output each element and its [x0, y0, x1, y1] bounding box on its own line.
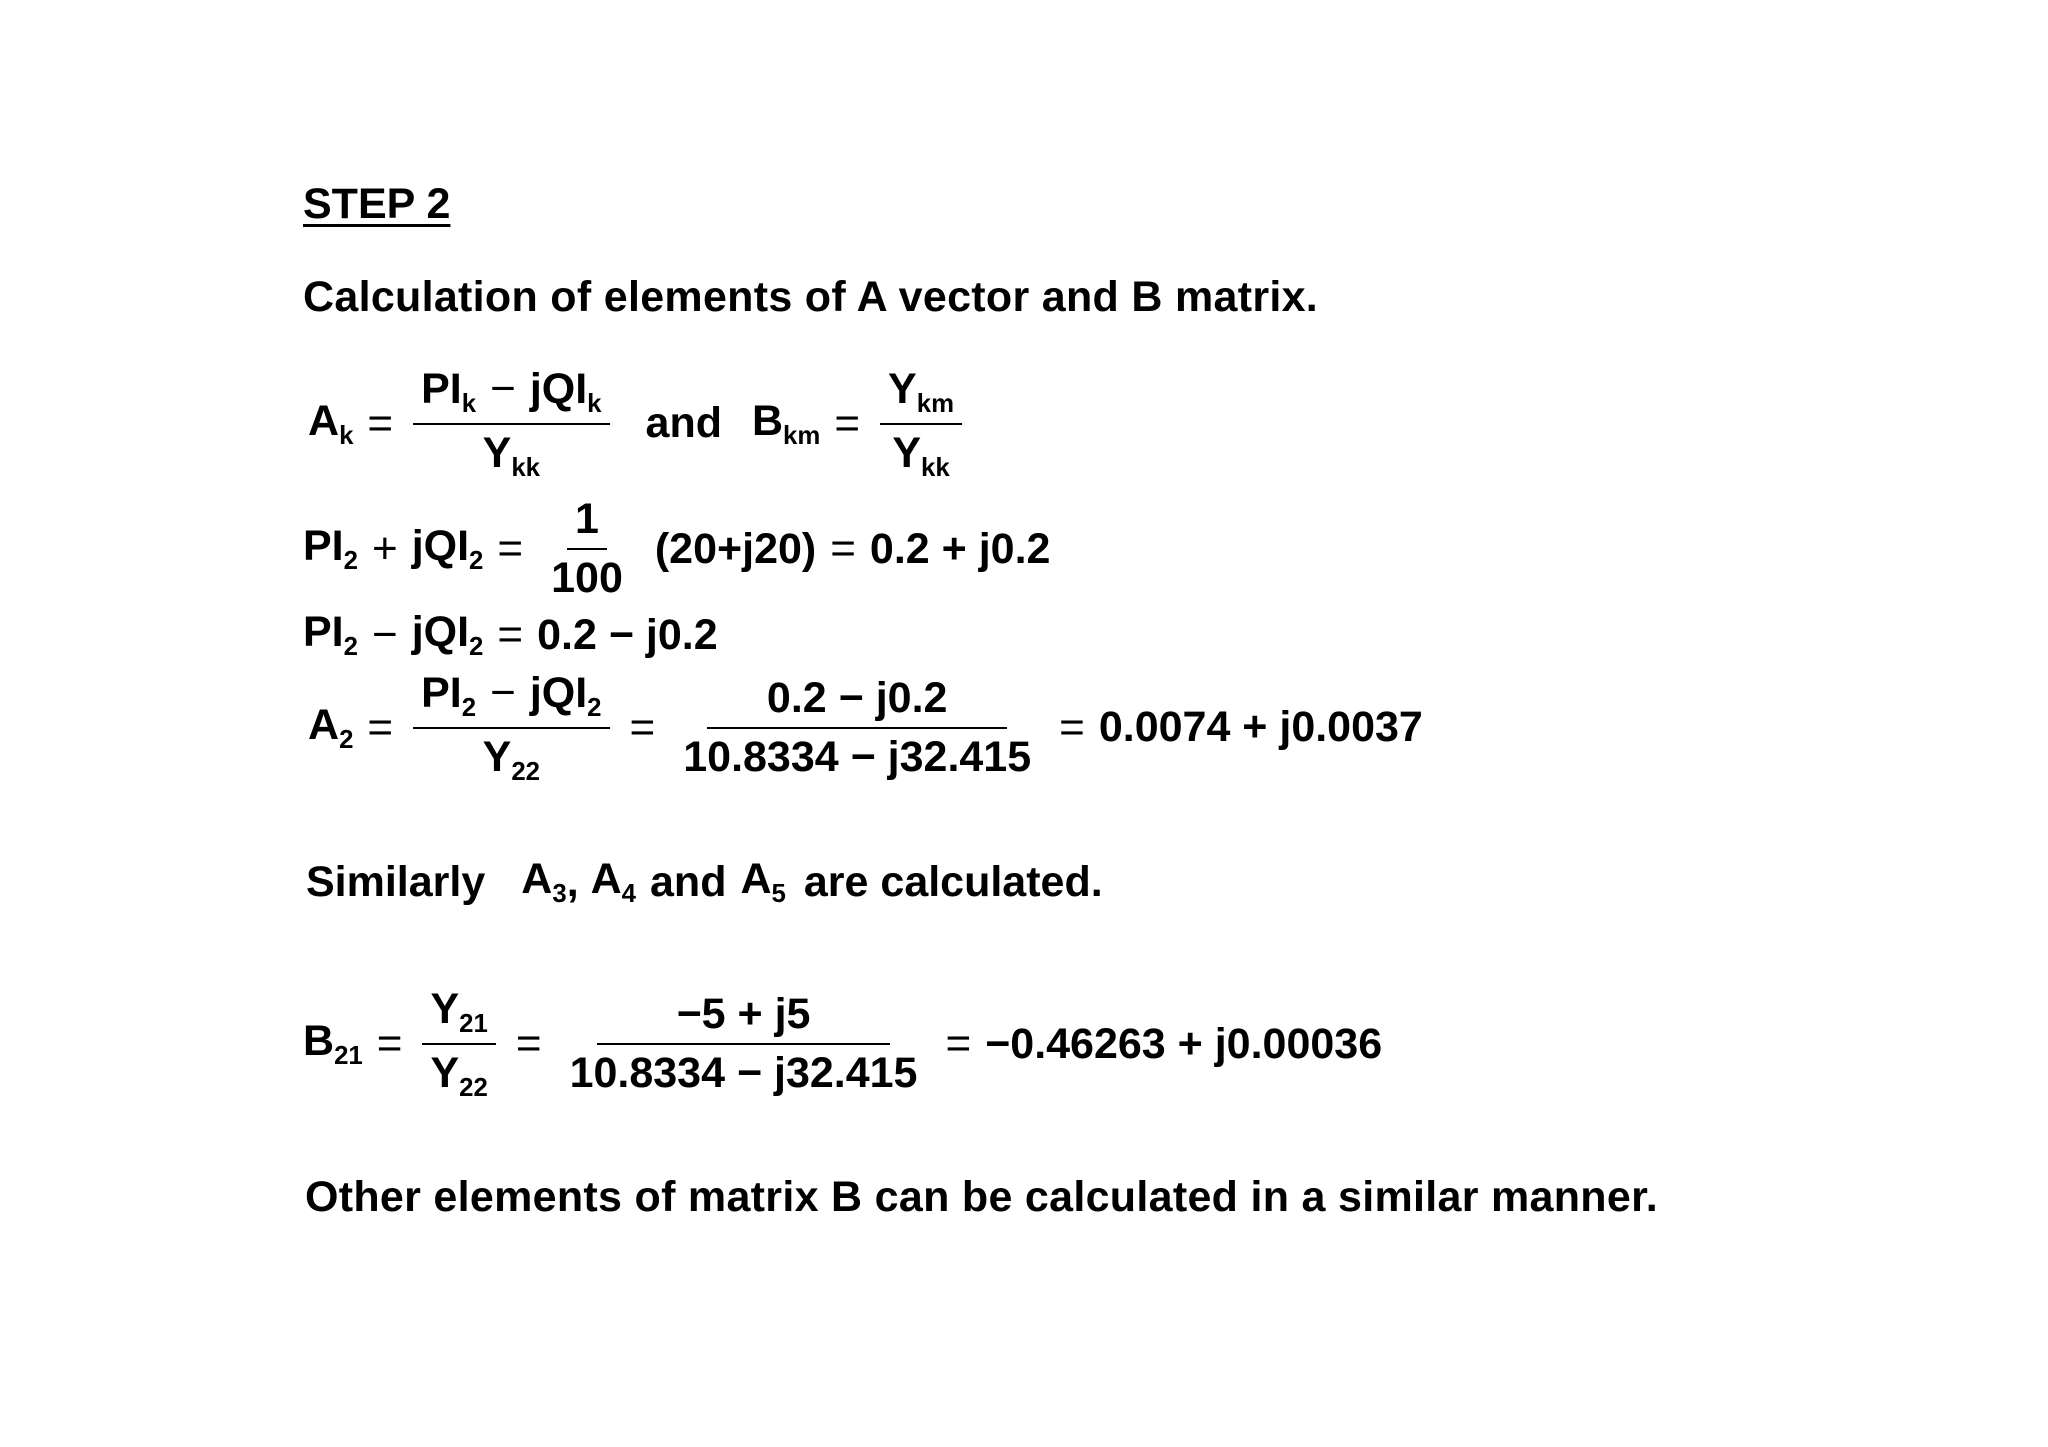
fraction-b-km	[880, 365, 962, 483]
closing-text: Other elements of matrix B can be calculated in a similar manner.	[305, 1173, 1658, 1221]
intro-text: Calculation of elements of A vector and B matrix.	[303, 273, 1319, 321]
fraction-denominator: $Y_{kk}$	[892, 428, 950, 482]
lhs-a-k: $A_k$	[308, 396, 354, 450]
equals-sign: =	[830, 524, 856, 573]
equation-pi2-minus-jqi2: $PI_2$ − jQI$_2$ = 0.2 − j0.2	[303, 608, 718, 662]
fraction-a-k	[413, 364, 609, 483]
equals-sign: =	[367, 398, 394, 448]
equation-pi2-plus-jqi2: $PI_2$ + jQI$_2$ = $\frac{1}{100}$ (20+j20) = 0.2 + j0.2	[303, 495, 1051, 602]
equals-sign: =	[834, 398, 861, 448]
result-value: −0.46263 + j0.00036	[985, 1019, 1383, 1068]
fraction-numerator: $PI_k - jQI_k$	[413, 364, 609, 425]
equation-a-k-b-km	[308, 364, 968, 483]
result-value: 0.0074 + j0.0037	[1098, 703, 1423, 752]
fraction-denominator: $Y_{kk}$	[482, 429, 541, 483]
equation-b21: $B_{21}$ = $\frac{Y_{21}}{Y_{22}}$ = $\frac{-5 + j5}{10.8334 - j32.415}$ = −0.46263 + j0.00036	[303, 985, 1383, 1103]
equals-sign: =	[945, 1019, 972, 1069]
similarly-sentence: Similarly $A_3$ , $A_4$ and $A_5$ are calculated.	[306, 855, 1103, 909]
equation-a2: $A_2$ = $\frac{PI_2 - jQI_2}{Y_{22}}$ = $\frac{0.2 - j0.2}{10.8334 - j32.415}$ = 0.0074 + j0.0037	[308, 668, 1423, 787]
result-value: 0.2 − j0.2	[537, 610, 718, 659]
fraction-a2-symbolic: $\frac{PI_2 - jQI_2}{Y_{22}}$	[413, 668, 609, 787]
equals-sign: =	[1059, 702, 1085, 752]
and-word: and	[645, 399, 722, 448]
rhs-b-km: $B_{km}$	[751, 396, 821, 450]
paren-expression: (20+j20)	[654, 524, 817, 573]
equals-sign: =	[629, 702, 656, 752]
fraction-a2-numeric: $\frac{0.2 - j0.2}{10.8334 - j32.415}$	[683, 673, 1032, 781]
fraction-numerator: $Y_{km}$	[880, 365, 962, 425]
result-value: 0.2 + j0.2	[869, 524, 1051, 573]
fraction-1-over-100: $\frac{1}{100}$	[551, 495, 623, 602]
equals-sign: =	[497, 610, 524, 659]
fraction-b21-numeric: $\frac{-5 + j5}{10.8334 - j32.415}$	[569, 990, 918, 1098]
equals-sign: =	[497, 524, 524, 573]
step-heading: STEP 2	[303, 180, 451, 228]
equals-sign: =	[367, 702, 394, 752]
equals-sign: =	[376, 1019, 403, 1069]
equals-sign: =	[515, 1019, 542, 1069]
fraction-b21-symbolic: $\frac{Y_{21}}{Y_{22}}$	[422, 985, 495, 1103]
